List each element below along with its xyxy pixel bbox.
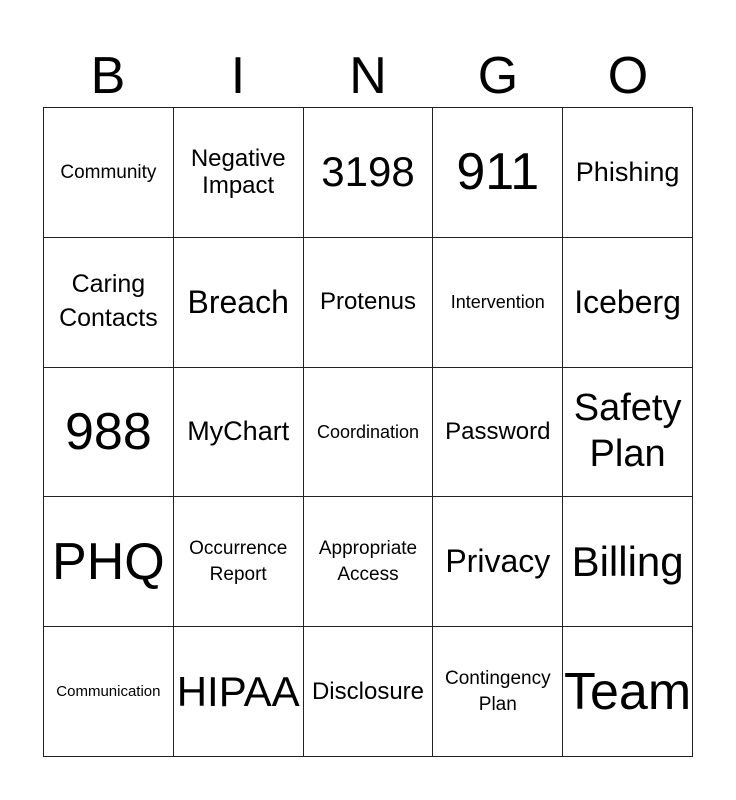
bingo-cell: Password bbox=[433, 368, 563, 498]
bingo-cell: PHQ bbox=[44, 497, 174, 627]
bingo-cell: Coordination bbox=[304, 368, 434, 498]
header-letter-o: O bbox=[607, 47, 649, 105]
bingo-cell: Phishing bbox=[563, 108, 693, 238]
bingo-cell: Caring Contacts bbox=[44, 238, 174, 368]
bingo-cell: Breach bbox=[174, 238, 304, 368]
bingo-cell: Intervention bbox=[433, 238, 563, 368]
header-letter-g: G bbox=[477, 47, 519, 105]
bingo-cell: Privacy bbox=[433, 497, 563, 627]
bingo-grid bbox=[43, 107, 693, 757]
bingo-cell: Disclosure bbox=[304, 627, 434, 757]
bingo-cell: HIPAA bbox=[174, 627, 304, 757]
bingo-cell: Team bbox=[563, 627, 693, 757]
bingo-cell: 3198 bbox=[304, 108, 434, 238]
bingo-cell: Occurrence Report bbox=[174, 497, 304, 627]
bingo-cell: 988 bbox=[44, 368, 174, 498]
bingo-cell: Appropriate Access bbox=[304, 497, 434, 627]
bingo-cell: Protenus bbox=[304, 238, 434, 368]
header-letter-b: B bbox=[90, 47, 126, 105]
bingo-cell: Iceberg bbox=[563, 238, 693, 368]
bingo-cell: Safety Plan bbox=[563, 368, 693, 498]
header-letter-i: I bbox=[230, 47, 246, 105]
bingo-cell: Negative Impact bbox=[174, 108, 304, 238]
bingo-cell: Community bbox=[44, 108, 174, 238]
bingo-cell: Contingency Plan bbox=[433, 627, 563, 757]
bingo-header bbox=[43, 46, 693, 106]
bingo-cell: 911 bbox=[433, 108, 563, 238]
bingo-cell: Billing bbox=[563, 497, 693, 627]
bingo-cell: Communication bbox=[44, 627, 174, 757]
header-letter-n: N bbox=[349, 47, 387, 105]
bingo-cell: MyChart bbox=[174, 368, 304, 498]
